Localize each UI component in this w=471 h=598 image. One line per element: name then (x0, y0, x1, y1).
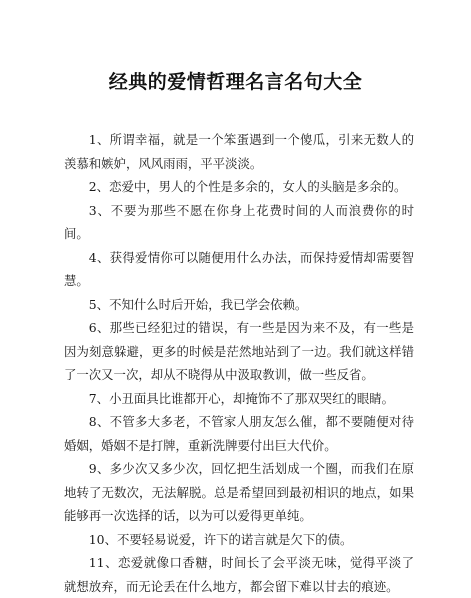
paragraph-1: 1、所谓幸福，就是一个笨蛋遇到一个傻瓜，引来无数人的羡慕和嫉妒，风风雨雨，平平淡淡。 (64, 132, 414, 171)
page-title: 经典的爱情哲理名言名句大全 (108, 71, 363, 93)
paragraph-8: 8、不管多大多老，不管家人朋友怎么催，都不要随便对待婚姻，婚姻不是打牌，重新洗牌要付出巨大代价。 (64, 414, 414, 453)
paragraph-7: 7、小丑面具比谁都开心，却掩饰不了那双哭红的眼睛。 (88, 390, 395, 406)
paragraph-4: 4、获得爱情你可以随便用什么办法，而保持爱情却需要智慧。 (64, 249, 414, 288)
paragraph-10: 10、不要轻易说爱，许下的诺言就是欠下的债。 (88, 531, 353, 547)
paragraph-6: 6、那些已经犯过的错误，有一些是因为来不及，有一些是因为刻意躲避，更多的时候是茫然地站到了一边。我们就这样错了一次又一次，却从不晓得从中汲取教训，做一些反省。 (64, 320, 414, 382)
paragraph-9: 9、多少次又多少次，回忆把生活划成一个圈，而我们在原地转了无数次，无法解脱。总是希望回到最初相识的地点，如果能够再一次选择的话，以为可以爱得更单纯。 (64, 461, 414, 523)
paragraph-3: 3、不要为那些不愿在你身上花费时间的人而浪费你的时间。 (64, 202, 414, 241)
document-body (64, 128, 414, 598)
paragraph-2: 2、恋爱中，男人的个性是多余的，女人的头脑是多余的。 (88, 179, 407, 194)
paragraph-5: 5、不知什么时后开始，我已学会依赖。 (88, 296, 308, 312)
paragraph-11: 11、恋爱就像口香糖，时间长了会平淡无味，觉得平淡了就想放弃，而无论丢在什么地方，都会留下难以甘去的痕迹。 (64, 555, 414, 594)
